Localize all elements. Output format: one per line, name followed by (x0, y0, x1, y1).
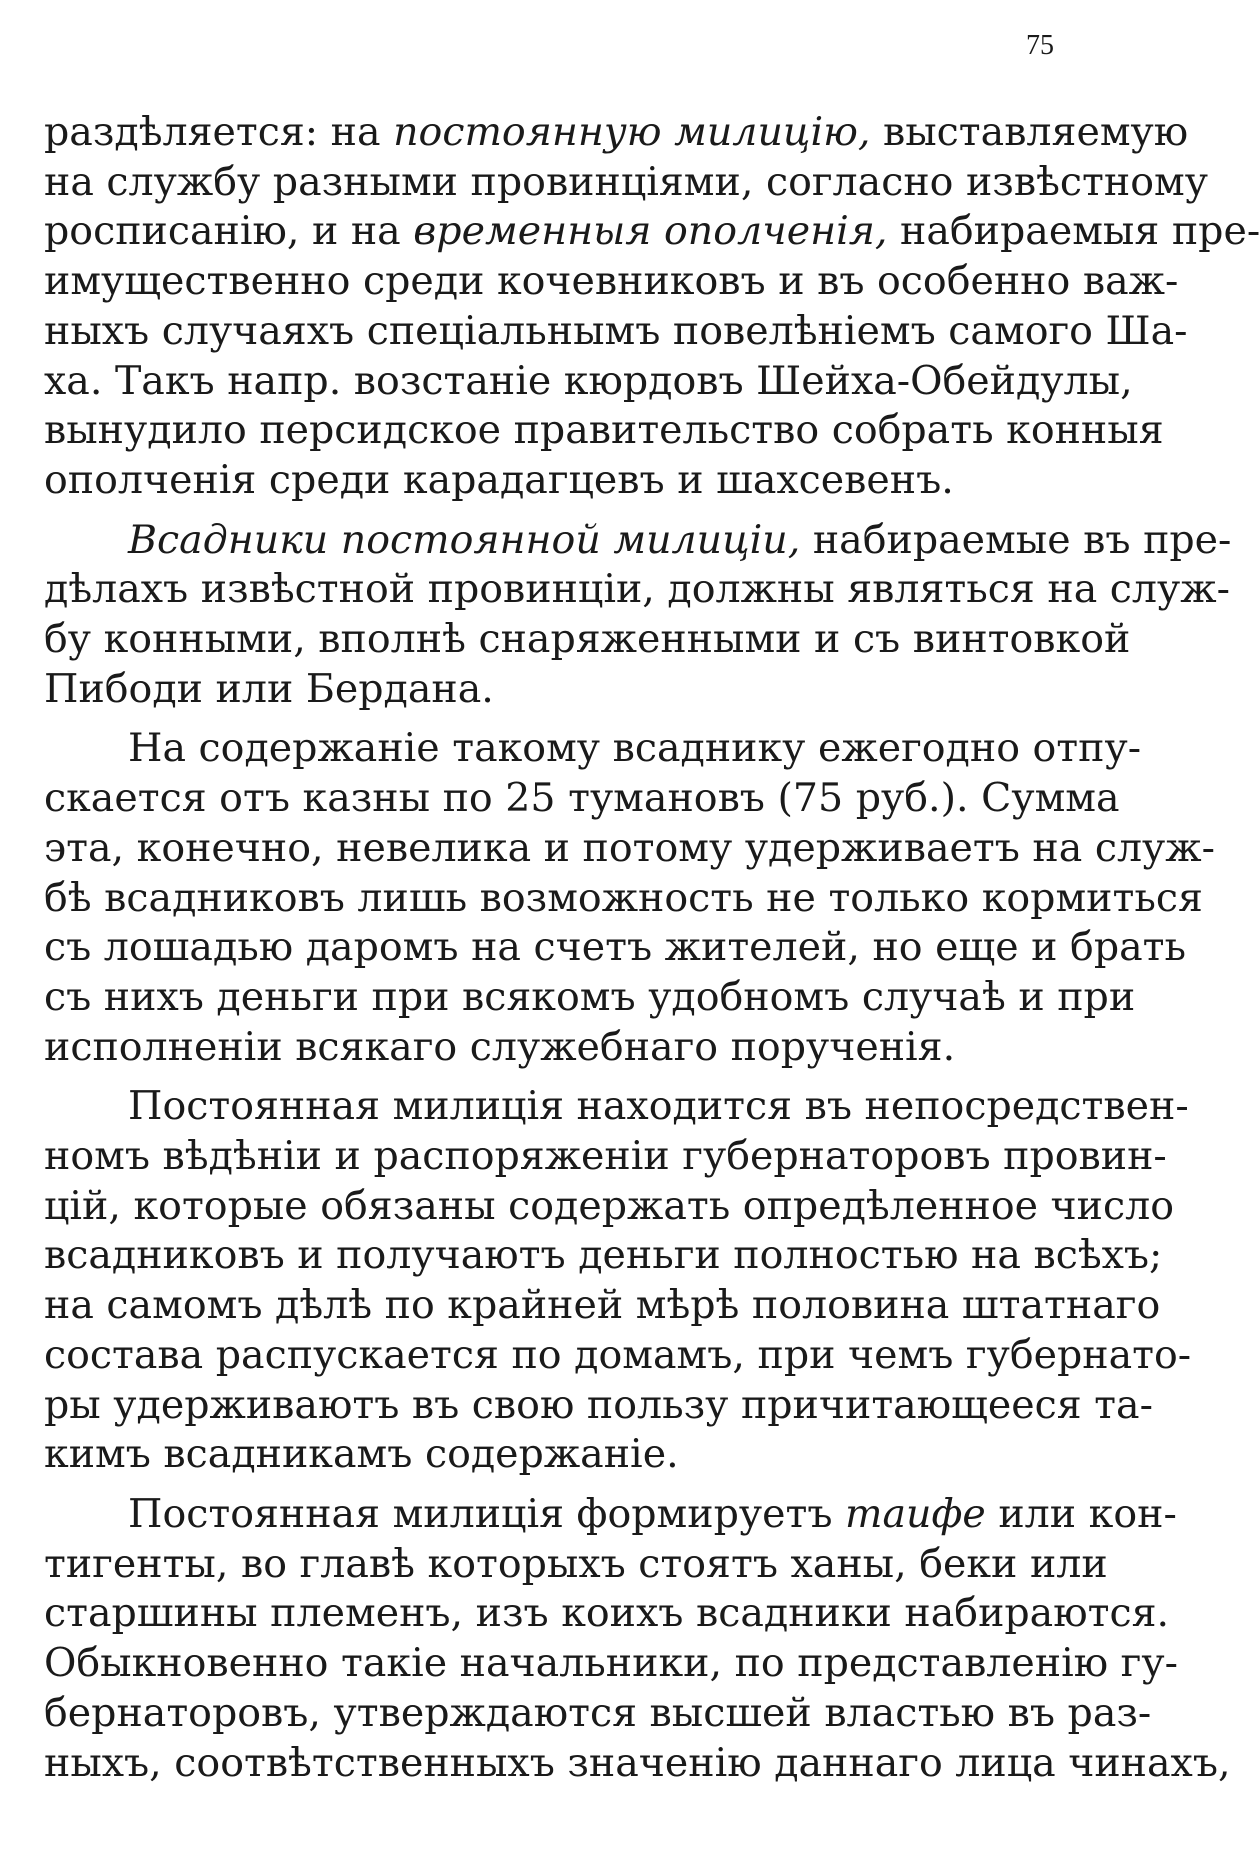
page-text (44, 108, 1260, 1788)
text-line (44, 516, 1232, 566)
text-segment: на самомъ дѣлѣ по крайней мѣрѣ половина штатнаго (44, 1282, 1161, 1329)
paragraph (44, 516, 1232, 715)
text-line (44, 1182, 1174, 1232)
text-segment: ха. Такъ напр. возстаніе кюрдовъ Шейха-Обейдулы, (44, 357, 1133, 404)
text-segment: тигенты, во главѣ которыхъ стоятъ ханы, беки или (44, 1540, 1108, 1587)
text-line (44, 1639, 1178, 1689)
text-line (44, 923, 1187, 973)
text-line (44, 615, 1131, 665)
italic-term: временныя ополченія, (413, 208, 888, 255)
text-line (44, 1132, 1167, 1182)
text-segment: ополченія среди карадагцевъ и шахсевенъ. (44, 456, 954, 503)
paragraph (44, 108, 1260, 506)
text-segment: выставляемую (870, 109, 1189, 155)
page-number: 75 (1026, 30, 1054, 61)
text-segment: Обыкновенно такіе начальники, по представленію гу- (44, 1640, 1178, 1687)
text-line (44, 207, 1260, 257)
text-line (44, 665, 1054, 715)
text-line (44, 1490, 1177, 1540)
text-segment: всадниковъ и получаютъ деньги полностью на всѣхъ; (44, 1232, 1163, 1279)
text-line (44, 1430, 1054, 1480)
text-line (44, 1739, 1231, 1789)
text-segment: старшины племенъ, изъ коихъ всадники набираются. (44, 1590, 1170, 1637)
text-line (44, 824, 1215, 874)
text-segment: росписанію, и на (44, 208, 414, 255)
text-line (44, 1589, 1170, 1639)
text-line (44, 158, 1208, 208)
text-segment: съ нихъ деньги при всякомъ удобномъ случаѣ и при (44, 973, 1136, 1020)
text-segment: исполненіи всякаго служебнаго порученія. (44, 1023, 956, 1070)
text-segment: состава распускается по домамъ, при чемъ губернато- (44, 1331, 1192, 1378)
text-segment: набираемые въ пре- (800, 516, 1232, 563)
text-segment: на службу разными провинціями, согласно извѣстному (44, 158, 1208, 205)
text-segment: Пибоди или Бердана. (44, 665, 494, 712)
text-segment: цій, которые обязаны содержать опредѣленное число (44, 1182, 1174, 1229)
text-line (44, 456, 1054, 506)
text-line (44, 724, 1142, 774)
text-line (44, 1231, 1163, 1281)
paragraph (44, 724, 1215, 1072)
text-segment: бу конными, вполнѣ снаряженными и съ винтовкой (44, 616, 1131, 663)
text-segment: или кон- (985, 1490, 1177, 1537)
text-segment: съ лошадью даромъ на счетъ жителей, но еще и брать (44, 924, 1187, 971)
text-line (44, 1381, 1153, 1431)
text-segment: дѣлахъ извѣстной провинціи, должны являться на служ- (44, 566, 1230, 613)
text-line (44, 257, 1179, 307)
text-segment: ныхъ, соотвѣтственныхъ значенію даннаго лица чинахъ, (44, 1739, 1231, 1786)
text-segment: имущественно среди кочевниковъ и въ особенно важ- (44, 258, 1179, 305)
paragraph (44, 1082, 1192, 1480)
text-segment: ныхъ случаяхъ спеціальнымъ повелѣніемъ самого Ша- (44, 307, 1188, 354)
text-line (44, 1540, 1108, 1590)
italic-term: постоянную милицію, (393, 109, 871, 155)
text-line (44, 1023, 1054, 1073)
text-line (44, 565, 1230, 615)
text-line (44, 874, 1203, 924)
text-segment: бѣ всадниковъ лишь возможность не только кормиться (44, 874, 1203, 921)
text-line (44, 1281, 1161, 1331)
text-line (44, 1689, 1152, 1739)
italic-term: Всадники постоянной милиціи, (128, 516, 801, 563)
text-segment: бернаторовъ, утверждаются высшей властью въ раз- (44, 1689, 1152, 1736)
text-segment: Постоянная милиція находится въ непосредствен- (128, 1083, 1189, 1130)
text-line (44, 1082, 1189, 1132)
text-segment: кимъ всадникамъ содержаніе. (44, 1431, 679, 1478)
text-segment: набираемыя пре- (887, 208, 1260, 255)
text-line (44, 357, 1133, 407)
text-line (44, 307, 1188, 357)
text-segment: раздѣляется: на (44, 109, 394, 155)
text-segment: ры удерживаютъ въ свою пользу причитающееся та- (44, 1381, 1153, 1428)
text-line (44, 774, 1120, 824)
italic-term: таифе (845, 1490, 986, 1537)
text-segment: номъ вѣдѣніи и распоряженіи губернаторовъ провин- (44, 1133, 1167, 1180)
text-segment: На содержаніе такому всаднику ежегодно отпу- (128, 725, 1142, 772)
text-segment: вынудило персидское правительство собрать конныя (44, 407, 1164, 454)
text-segment: Постоянная милиція формируетъ (128, 1490, 846, 1537)
text-line (44, 973, 1136, 1023)
paragraph (44, 1490, 1231, 1788)
text-line (44, 406, 1164, 456)
text-segment: эта, конечно, невелика и потому удерживаетъ на служ- (44, 824, 1215, 871)
text-line (44, 108, 1189, 158)
text-line (44, 1331, 1192, 1381)
text-segment: скается отъ казны по 25 тумановъ (75 руб.). Сумма (44, 775, 1120, 822)
